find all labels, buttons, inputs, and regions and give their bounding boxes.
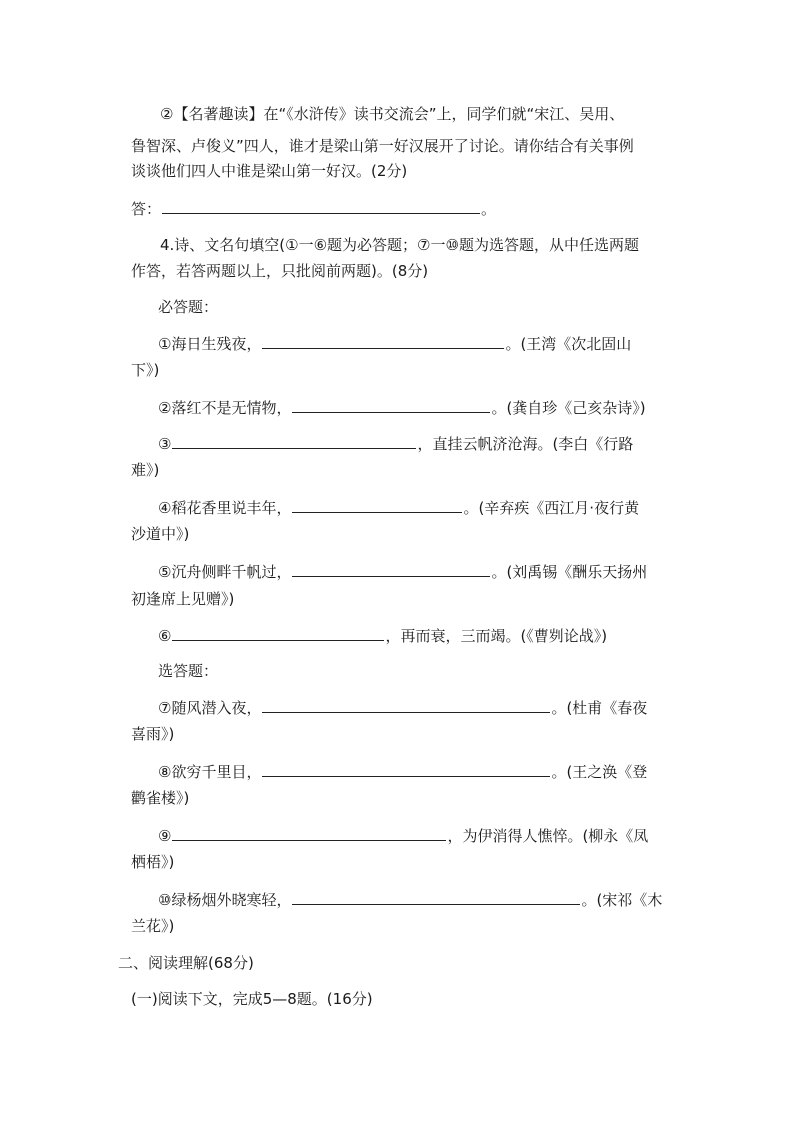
- fill-item-1: [158, 333, 631, 353]
- item-2-post: 。(龚自珍《己亥杂诗》): [491, 399, 646, 417]
- item-9-cont: 栖梧》): [131, 853, 175, 871]
- item-1-blank[interactable]: [262, 333, 504, 349]
- item-10-post: 。(宋祁《木: [581, 891, 663, 909]
- item-4-pre: ④稻花香里说丰年，: [158, 499, 292, 517]
- item-9-post: ，为伊消得人憔悴。(柳永《凤: [447, 827, 649, 845]
- item-3-post: ，直挂云帆济沧海。(李白《行路: [417, 435, 634, 453]
- item-6-blank[interactable]: [172, 625, 384, 641]
- item-1-cont: 下》): [131, 361, 160, 379]
- item-4-post: 。(辛弃疾《西江月·夜行黄: [463, 499, 640, 517]
- item-10-pre: ⑩绿杨烟外晓寒轻，: [158, 891, 292, 909]
- answer-blank[interactable]: [162, 198, 480, 214]
- item-9-blank[interactable]: [172, 825, 446, 841]
- fill-item-9: [158, 825, 648, 845]
- q3-part2-line3: 谈谈他们四人中谁是梁山第一好汉。(2分): [131, 162, 408, 180]
- fill-item-3: [158, 433, 633, 453]
- item-5-post: 。(刘禹锡《酬乐天扬州: [491, 563, 648, 581]
- answer-end: 。: [481, 200, 497, 218]
- item-10-cont: 兰花》): [131, 917, 175, 935]
- q3-answer-row: [131, 198, 496, 218]
- item-5-pre: ⑤沉舟侧畔千帆过，: [158, 563, 292, 581]
- item-1-post: 。(王湾《次北固山: [505, 335, 632, 353]
- answer-label: 答：: [131, 200, 162, 218]
- item-8-cont: 鹳雀楼》): [131, 789, 190, 807]
- item-1-pre: ①海日生残夜，: [158, 335, 262, 353]
- item-7-pre: ⑦随风潜入夜，: [158, 699, 262, 717]
- fill-item-4: [158, 497, 639, 517]
- item-3-blank[interactable]: [172, 433, 416, 449]
- q4-line2: 作答，若答两题以上，只批阅前两题)。(8分): [131, 262, 429, 280]
- item-5-cont: 初逢席上见赠》): [131, 590, 235, 608]
- item-7-post: 。(杜甫《春夜: [551, 699, 648, 717]
- item-6-post: ，再而衰，三而竭。(《曹刿论战》): [385, 627, 608, 645]
- item-9-pre: ⑨: [158, 827, 172, 845]
- item-2-pre: ②落红不是无情物，: [158, 399, 292, 417]
- item-2-blank[interactable]: [292, 397, 490, 413]
- item-7-blank[interactable]: [262, 697, 550, 713]
- item-4-blank[interactable]: [292, 497, 462, 513]
- item-4-cont: 沙道中》): [131, 525, 190, 543]
- optional-header: 选答题：: [158, 662, 219, 680]
- q3-part2-line2: 鲁智深、卢俊义”四人，谁才是梁山第一好汉展开了讨论。请你结合有关事例: [131, 137, 634, 155]
- fill-item-10: [158, 889, 662, 909]
- fill-item-8: [158, 761, 647, 781]
- item-8-post: 。(王之涣《登: [551, 763, 648, 781]
- item-3-cont: 难》): [131, 461, 160, 479]
- item-6-pre: ⑥: [158, 627, 172, 645]
- q4-line1: 4.诗、文名句填空(①一⑥题为必答题；⑦一⑩题为选答题，从中任选两题: [160, 236, 639, 254]
- q3-part2-line1: ②【名著趣读】在“《水浒传》读书交流会”上，同学们就“宋江、吴用、: [160, 105, 625, 123]
- item-7-cont: 喜雨》): [131, 725, 175, 743]
- item-3-pre: ③: [158, 435, 172, 453]
- item-5-blank[interactable]: [292, 561, 490, 577]
- fill-item-5: [158, 561, 647, 581]
- fill-item-7: [158, 697, 647, 717]
- item-8-pre: ⑧欲穷千里目，: [158, 763, 262, 781]
- section-2-sub: (一)阅读下文，完成5—8题。(16分): [131, 990, 373, 1008]
- item-8-blank[interactable]: [262, 761, 550, 777]
- item-10-blank[interactable]: [292, 889, 580, 905]
- fill-item-6: [158, 625, 607, 645]
- section-2-title: 二、阅读理解(68分): [118, 954, 254, 972]
- fill-item-2: [158, 397, 646, 417]
- required-header: 必答题：: [158, 298, 219, 316]
